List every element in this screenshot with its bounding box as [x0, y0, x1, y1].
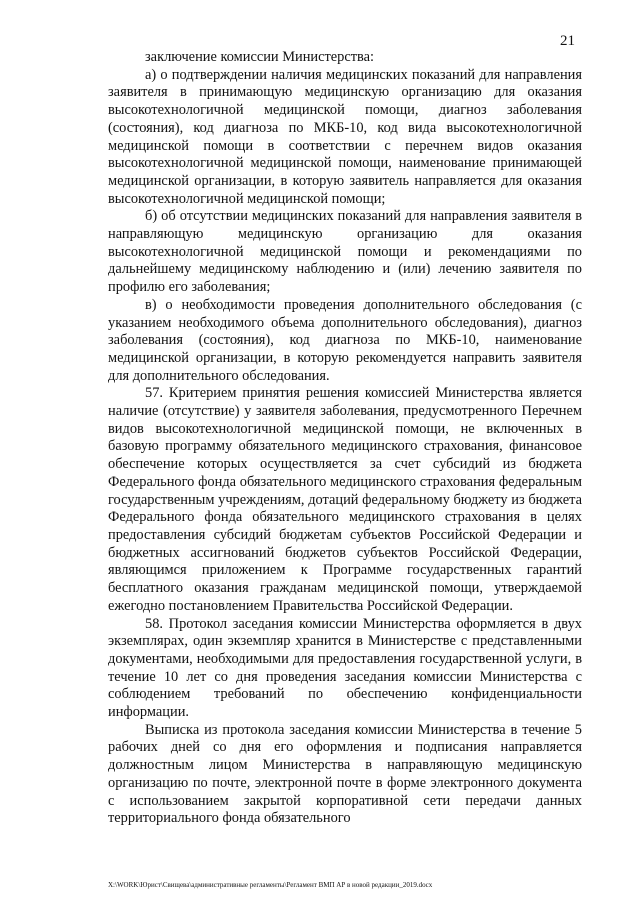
document-body: [108, 49, 582, 828]
paragraph-item-b: б) об отсутствии медицинских показаний для направления заявителя в направляющую медицинскую организацию для оказания высокотехнологичной медицинской помощи и рекомендациями по дальнейшему медицинскому наблюдению и (или) лечению заявителя по профилю его заболевания;: [108, 208, 582, 296]
paragraph-58: 58. Протокол заседания комиссии Министерства оформляется в двух экземплярах, один экземпляр хранится в Министерстве с представленными документами, необходимыми для предоставления государственной услуги, в течение 10 лет со дня проведения заседания комиссии Министерства с соблюдением требований по обеспечению конфиденциальности информации.: [108, 615, 582, 721]
paragraph-commission-conclusion: заключение комиссии Министерства:: [145, 49, 375, 65]
page-number: 21: [560, 33, 575, 49]
paragraph-item-a: а) о подтверждении наличия медицинских показаний для направления заявителя в принимающую медицинскую организацию для оказания высокотехнологичной медицинской помощи, диагноз заболевания (состояния), код диагноза по МКБ-10, код вида высокотехнологичной медицинской помощи в соответствии с перечнем видов оказания высокотехнологичной медицинской помощи, наименование принимающей медицинской организации, в которую заявитель направляется для оказания высокотехнологичной медицинской помощи;: [108, 66, 582, 207]
paragraph-item-c: в) о необходимости проведения дополнительного обследования (с указанием необходимого объема дополнительного обследования), диагноз заболевания (состояния), код диагноза по МКБ-10, наименование медицинской организации, в которую рекомендуется направить заявителя для дополнительного обследования.: [108, 296, 582, 384]
paragraph-57: 57. Критерием принятия решения комиссией Министерства является наличие (отсутствие) у заявителя заболевания, предусмотренного Перечнем видов высокотехнологичной медицинской помощи, не включенных в базовую программу обязательного медицинского страхования, финансовое обеспечение которых осуществляется за счет субсидий из бюджета Федерального фонда обязательного медицинского страхования федеральным государственным учреждениям, дотаций федеральному бюджету из бюджета Федерального фонда обязательного медицинского страхования в целях предоставления субсидий бюджетам субъектов Российской Федерации и бюджетных ассигнований бюджетов субъектов Российской Федерации, являющимся приложением к Программе государственных гарантий бесплатного оказания гражданам медицинской помощи, утверждаемой ежегодно постановлением Правительства Российской Федерации.: [108, 385, 582, 614]
footer-file-path: X:\WORK\Юрист\Свищева\административные регламенты\Регламент ВМП АР в новой редакции_2019.docx: [108, 881, 433, 889]
paragraph-protocol-extract: Выписка из протокола заседания комиссии Министерства в течение 5 рабочих дней со дня его оформления и подписания направляется должностным лицом Министерства в направляющую медицинскую организацию по почте, электронной почте в форме электронного документа с использованием закрытой корпоративной сети передачи данных территориального фонда обязательного: [108, 721, 582, 827]
